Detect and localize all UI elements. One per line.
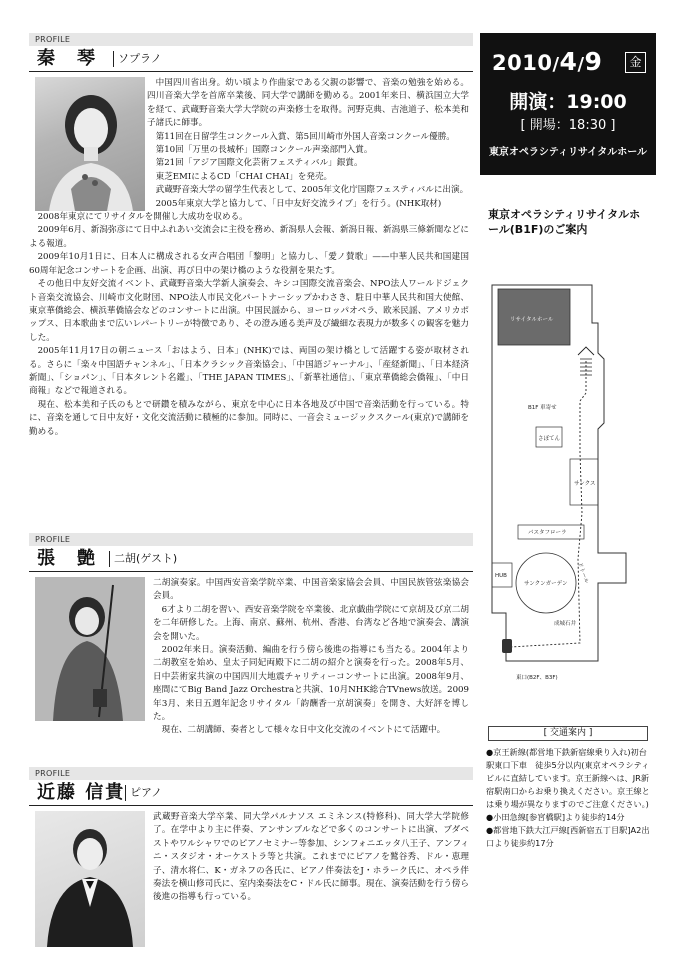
bio-paragraph: 2005年11月17日の朝ニュース「おはよう、日本」(NHK)では、両国の架け橋として活躍する姿が取材される。さらに「楽々中国語チャンネル」、「日本クラシック音楽協会」、「中国語ジャーナル」、「産経新聞」、「日本経済新聞」、「ショパン」、「日本タレント名鑑」、「THE JAPAN TIMES」、「新華社通信」、「東京華僑総会僑報」、「中日商報」などで報道される。 [29, 346, 469, 397]
map-label-sanks: サンクス [574, 481, 596, 487]
open-time: 18:30 [568, 118, 607, 133]
pianist-photo [35, 811, 145, 947]
profile-tag: PROFILE [29, 767, 473, 780]
profile-name: 秦 琴 [37, 48, 97, 69]
map-label-doutor: ドトール [576, 561, 590, 585]
erhu-player-photo [35, 577, 145, 721]
profile-qin-qin [29, 33, 473, 437]
transit-header: [ 交通案内 ] [488, 726, 648, 741]
profile-name: 近藤 信貴 [37, 782, 126, 803]
bio-paragraph: その他日中友好交流イベント、武蔵野音楽大学新人演奏会、キシコ国際交流音楽会、NPO法人ワールドジェクト音楽交流協会、川崎市文化財団、NPO法人市民文化パートナーシップかわさき、駐日中華人民共和国大使館、東京華僑総会、横浜華僑協会などのコンサートに出演。中国民謡から、ヨーロッパオペラ、欧米民謡、アメリカポップス、日本歌曲まで広いレパートリーが特徴であり、その澄み通る美声及び繊細な表現力が数多くの観客を魅力した。 [29, 279, 469, 343]
map-label-seijo: 成城石井 [554, 621, 577, 627]
bio-paragraph: 二胡演奏家。中国西安音楽学院卒業、中国音楽家協会会員、中国民族管弦楽協会会員。 [153, 578, 469, 602]
open-label: 開場 [529, 118, 556, 133]
event-info-box [480, 33, 656, 175]
bio-paragraph: 2008年東京にてリサイタルを開催し大成功を収める。 [37, 212, 248, 223]
profile-bio [153, 811, 469, 905]
bio-paragraph: 2009年6月、新潟弥彦にて日中ふれあい交流会に主役を務め、新潟県人会報、新潟日報、新潟県三條新聞などによる報道。 [29, 225, 469, 249]
profile-tag: PROFILE [29, 33, 473, 46]
map-route [510, 361, 586, 647]
profile-bio [153, 577, 469, 738]
map-label-sunken: サンクンガーデン [524, 581, 568, 587]
access-title: 東京オペラシティリサイタルホール(B1F)のご案内 [488, 208, 641, 236]
bio-paragraph: 武蔵野音楽大学の留学生代表として、2005年文化庁国際フェスティバルに出演。 [155, 185, 469, 196]
bio-paragraph: 第21回「アジア国際文化芸術フェスティバル」銀賞。 [155, 158, 363, 169]
profile-bio [29, 77, 469, 439]
map-label-pasta: パスタフローラ [528, 530, 567, 536]
open-time-line: [ 開場：18:30 ] [520, 118, 616, 133]
venue-name: 東京オペラシティリサイタルホール [488, 147, 648, 158]
event-year: 2010 [492, 51, 553, 75]
start-time-line: 開演：19:00 [509, 91, 627, 113]
bio-paragraph: 第10回「万里の長城杯」国際コンクール声楽部門入賞。 [155, 145, 373, 156]
map-label-b1f-car: B1F 車寄せ [528, 405, 557, 411]
event-date [492, 47, 646, 77]
transit-item: ●京王新線(都営地下鉄新宿線乗り入れ)初台駅東口下車 徒歩5分以内(東京オペラシティビルに直結しています。京王新線へは、JR新宿駅南口からお乗り換えください。京王線とは乗り場が異なりますのでご注意ください。) [486, 747, 650, 809]
profile-role: ソプラノ [113, 51, 162, 67]
bio-paragraph: 現在、二胡講師、奏者として様々な日中文化交流のイベントにて活躍中。 [161, 725, 446, 736]
profile-name-line [29, 46, 473, 72]
start-time: 19:00 [566, 91, 627, 113]
transit-item: ●小田急線[参宮橋駅]より徒歩約14分 [486, 812, 625, 822]
map-label-hub: HUB [495, 573, 507, 579]
event-month: 4 [559, 47, 578, 76]
profile-role: 二胡(ゲスト) [109, 551, 177, 567]
map-train-icon [502, 639, 512, 653]
bio-paragraph: 2005年東京大学と協力して、「日中友好交流ライブ」を行う。(NHK取材) [155, 198, 442, 209]
bio-paragraph: 武蔵野音楽大学卒業、同大学パルナソス エミネンス(特修科)、同大学大学院修了。在学中より主に伴奏、アンサンブルなどで多くのコンサートに出演、ブダペストやワルシャワでのピアノセミナー等参加、シンフォニエッタ八王子、アンフィニ・スタジオ・オーケストラ等と共演。これまでにピアノを鷲谷秀、ドル・恵理子、清水将仁、K・ガネフの各氏に、ピアノ伴奏法をJ・ホラーク氏に、オペラ伴奏法を横山修司氏に、室内楽奏法をC・ドル氏に師事。現在、演奏活動を行う傍ら後進の指導も行っている。 [153, 812, 469, 903]
event-date-text: 2010/4/9 [492, 47, 603, 76]
profile-name: 張 艶 [37, 548, 97, 569]
start-label: 開演 [509, 91, 548, 113]
map-label-hall: リサイタルホール [510, 317, 554, 323]
event-day-of-week: 金 [625, 52, 646, 73]
bio-paragraph: 現在、松本美和子氏のもとで研鑽を積みながら、東京を中心に日本各地及び中国で音楽活動を行っている。特に、音楽を通して日中友好・文化交流活動に積極的に参加。同時に、一音会ミュージックスクール(東京)で講師を勤める。 [29, 399, 469, 437]
access-map [480, 263, 656, 693]
bio-paragraph: 2002年来日。演奏活動、編曲を行う傍ら後進の指導にも当たる。2004年より二胡教室を始め、皇太子同妃両殿下に二胡の紹介と演奏を行った。2008年5月、日中芸術家共演の中国四川大地震チャリティーコンサートに出演。2008年9月、座間にてBig Band Jazz Orchestraと共演、10月NHK総合TVnews放送。2009年3月、来日五週年記念リサイタル「韵酬香一京胡演奏」を開き、大好評を博した。 [153, 645, 469, 723]
event-day: 9 [584, 47, 603, 76]
profile-tag: PROFILE [29, 533, 473, 546]
map-label-east-exit: 東口(B2F、B3F) [516, 675, 558, 681]
profile-name-line [29, 780, 473, 806]
map-label-sabouten: さぼてん [538, 436, 561, 442]
transit-list [486, 746, 654, 850]
bio-paragraph: 第11回在日留学生コンクール入賞、第5回川崎市外国人音楽コンクール優勝。 [155, 131, 455, 142]
bio-paragraph: 東芝EMIによるCD「CHAI CHAI」を発売。 [155, 171, 333, 182]
profile-zhang-yan [29, 533, 473, 736]
bio-paragraph: 中国四川省出身。幼い頃より作曲家である父親の影響で、音楽の勉強を始める。四川音楽大学を首席卒業後、同大学で講師を勤める。2001年来日、横浜国立大学を経て、武蔵野音楽大学大学院の声楽修士を取得。河野克典、吉池道子、松本美和子諸氏に師事。 [147, 78, 469, 129]
profile-role: ピアノ [125, 785, 162, 801]
profile-name-line [29, 546, 473, 572]
profile-kondo-nobutaka [29, 767, 473, 903]
transit-item: ●都営地下鉄大江戸線[西新宿五丁目駅]A2出口より徒歩約17分 [486, 825, 650, 848]
bio-paragraph: 2009年10月1日に、日本人に構成される女声合唱団「黎明」と協力し、「愛ノ賛歌」——中華人民共和国建国60周年記念コンサートを企画、出演、再び日中の架け橋のような役割を果たす。 [29, 252, 469, 276]
bio-paragraph: 6才より二胡を習い、西安音楽学院を卒業後、北京戯曲学院にて京胡及び京二胡を二年研修した。上海、南京、蘇州、杭州、香港、台湾など各地で演奏会、講演会を開いた。 [153, 604, 469, 642]
